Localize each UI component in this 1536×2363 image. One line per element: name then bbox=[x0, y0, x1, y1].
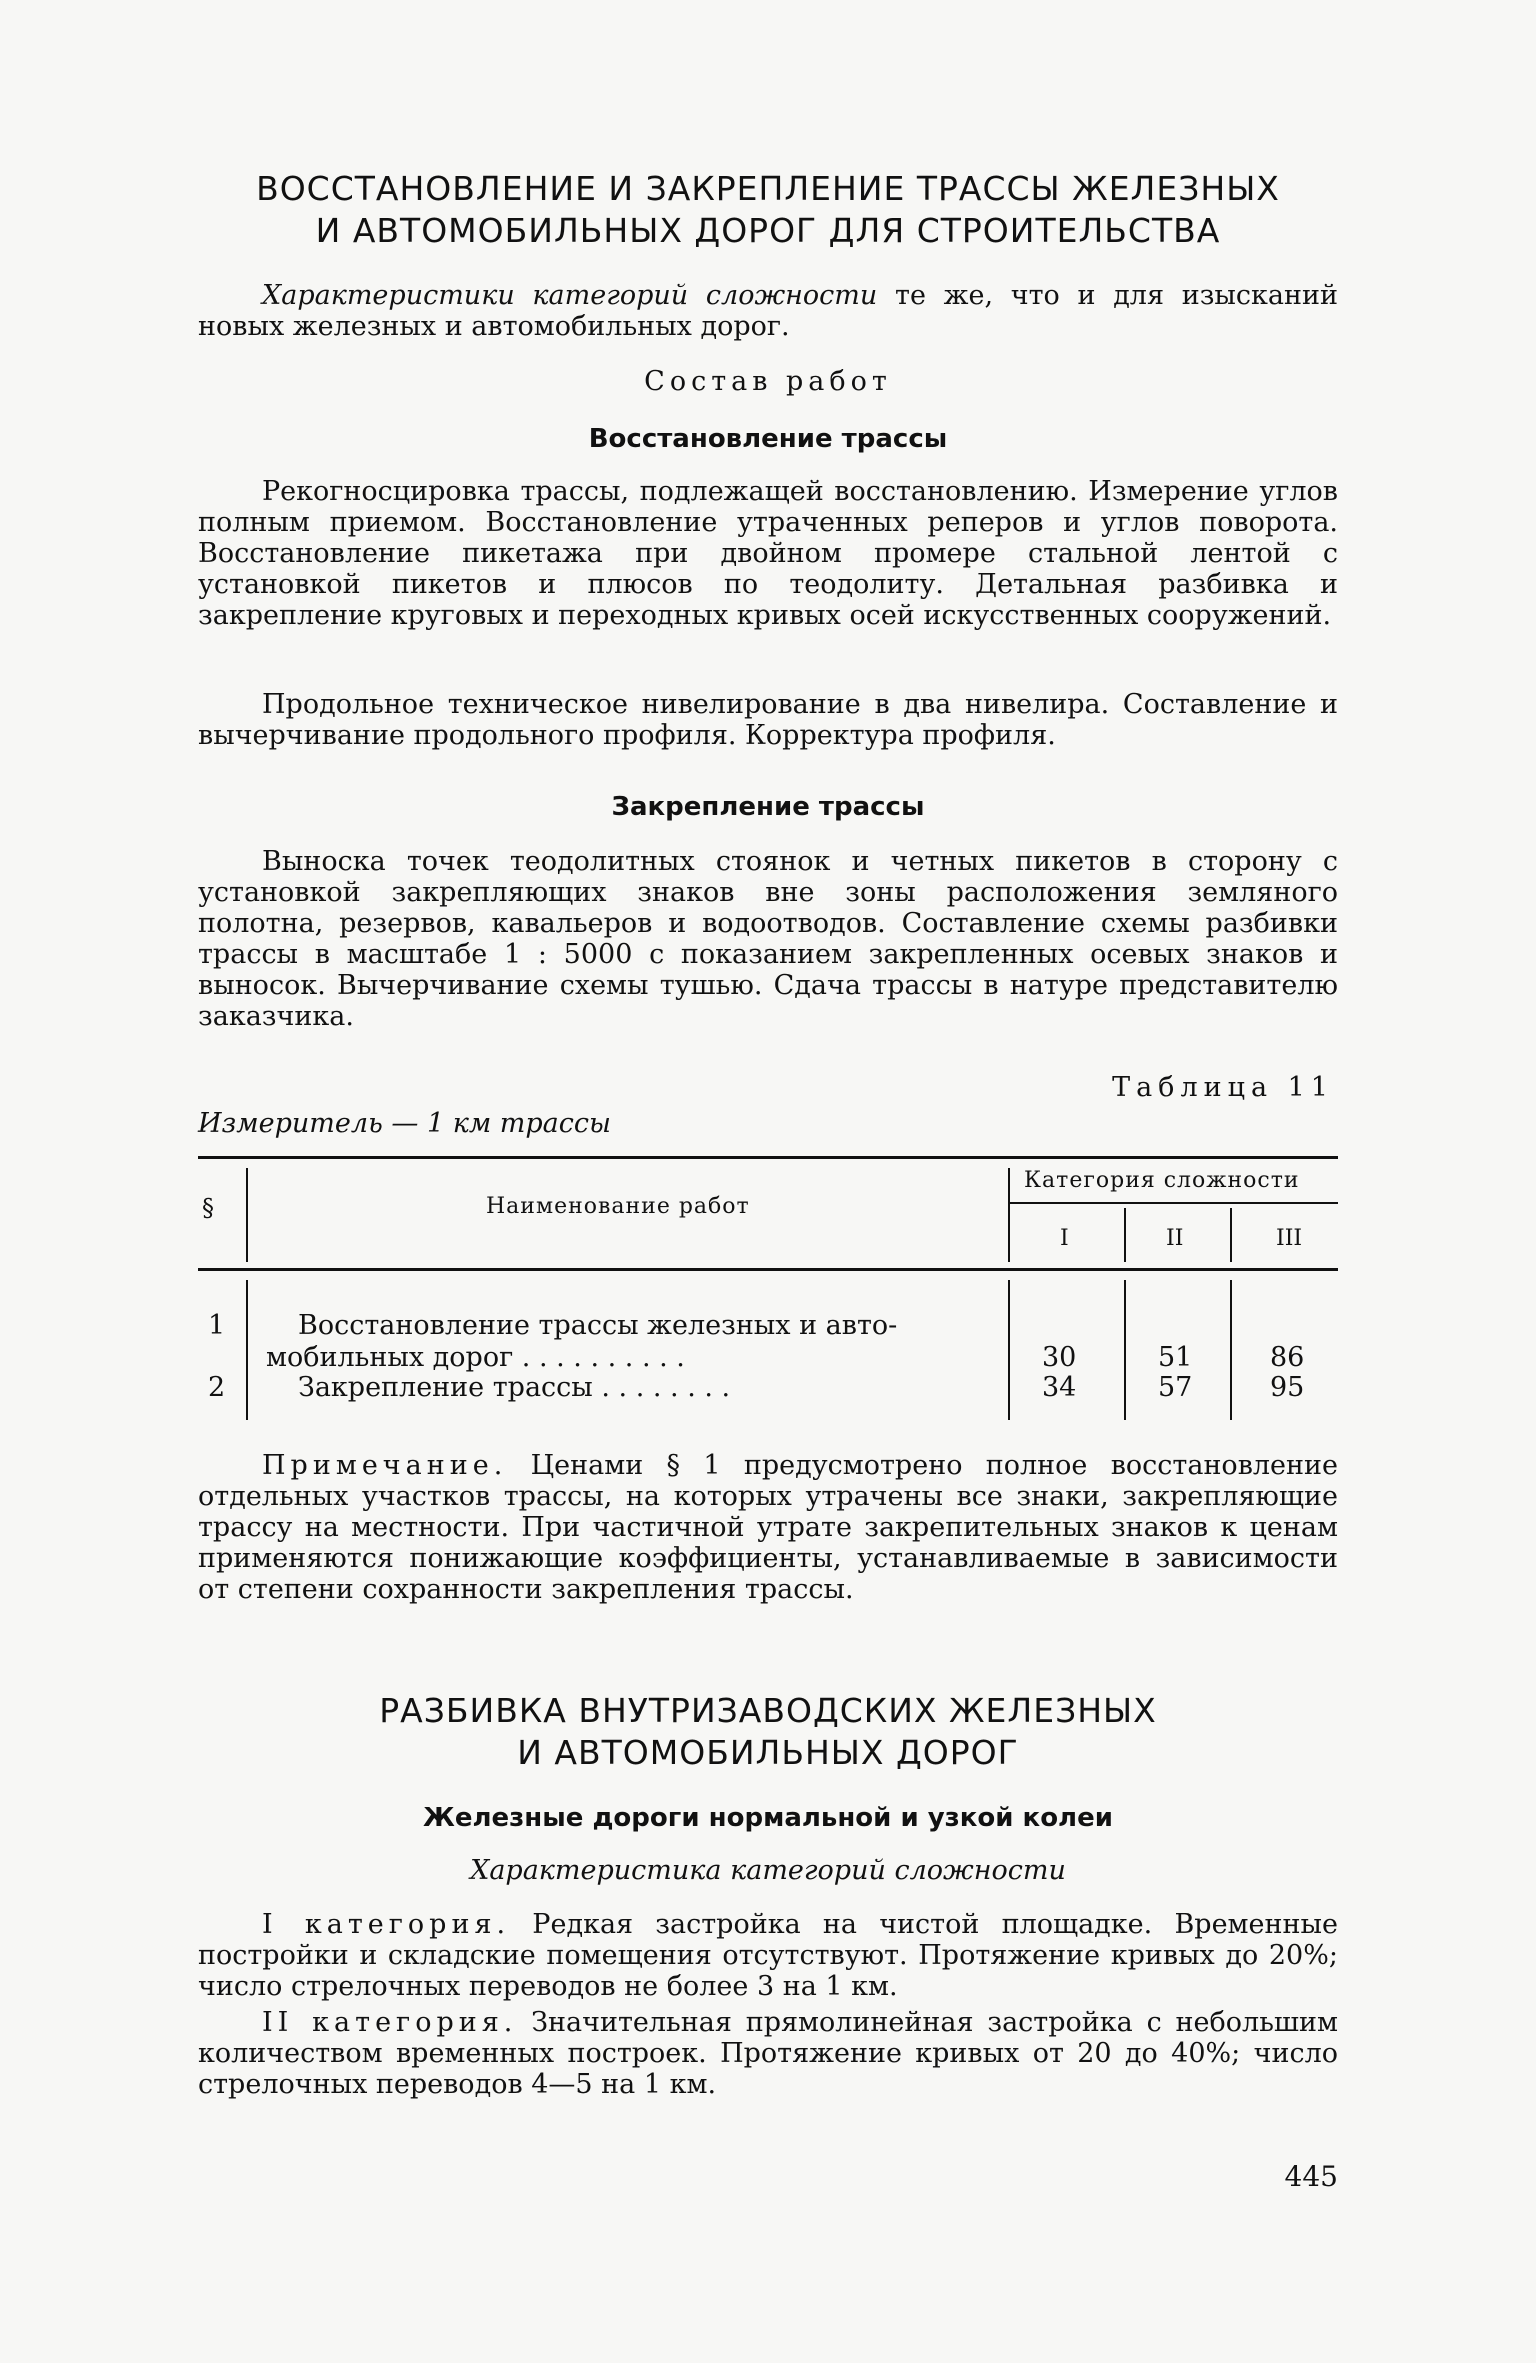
body-divider-1 bbox=[246, 1280, 248, 1420]
header-cat-2: II bbox=[1166, 1226, 1184, 1251]
section-2-title-line-1: РАЗБИВКА ВНУТРИЗАВОДСКИХ ЖЕЛЕЗНЫХ bbox=[379, 1691, 1157, 1730]
table-label: Таблица 11 bbox=[1112, 1072, 1334, 1103]
section-2-title bbox=[198, 1690, 1338, 1774]
body-divider-3 bbox=[1124, 1280, 1126, 1420]
intro-rest: те же, что и для изысканий новых железных и автомобильных дорог. bbox=[198, 280, 1338, 342]
header-bottom-rule bbox=[198, 1268, 1338, 1271]
header-work-name: Наименование работ bbox=[486, 1194, 750, 1219]
subheading-restoration: Восстановление трассы bbox=[588, 424, 948, 454]
fixing-paragraph: Выноска точек теодолитных стоянок и четных пикетов в сторону с установкой закрепляющих знаков вне зоны расположения земляного полотна, резервов, кавальеров и водоотводов. Составление схемы разбивки трассы в масштабе 1 : 5000 с показанием закрепленных осевых знаков и выносок. Вычерчивание схемы тушью. Сдача трассы в натуре представителю заказчика. bbox=[198, 846, 1338, 1032]
category-2-text: Значительная прямолинейная застройка с небольшим количеством временных построек. Протяжение кривых от 20 до 40%; число стрелочных переводов 4—5 на 1 км. bbox=[198, 2007, 1338, 2100]
row-1-value-cat-3: 86 bbox=[1270, 1342, 1305, 1373]
note-paragraph bbox=[198, 1450, 1338, 1605]
row-1-number: 1 bbox=[208, 1310, 226, 1341]
header-cat-3: III bbox=[1276, 1226, 1303, 1251]
row-2-name: Закрепление трассы . . . . . . . . bbox=[298, 1372, 731, 1403]
subheading-fixing: Закрепление трассы bbox=[611, 792, 925, 822]
section-2-title-line-2: И АВТОМОБИЛЬНЫХ ДОРОГ bbox=[517, 1733, 1019, 1772]
body-divider-2 bbox=[1008, 1280, 1010, 1420]
header-divider-1 bbox=[246, 1168, 248, 1262]
header-divider-4 bbox=[1230, 1208, 1232, 1262]
row-2-value-cat-1: 34 bbox=[1042, 1372, 1077, 1403]
restoration-paragraph-2: Продольное техническое нивелирование в два нивелира. Составление и вычерчивание продольного профиля. Корректура профиля. bbox=[198, 689, 1338, 751]
body-divider-4 bbox=[1230, 1280, 1232, 1420]
header-section-sign: § bbox=[202, 1194, 214, 1222]
restoration-paragraph-1: Рекогносцировка трассы, подлежащей восстановлению. Измерение углов полным приемом. Восстановление утраченных реперов и углов поворота. Восстановление пикетажа при двойном промере стальной лентой с установкой пикетов и плюсов по теодолиту. Детальная разбивка и закрепление круговых и переходных кривых осей искусственных сооружений. bbox=[198, 476, 1338, 631]
table-top-rule bbox=[198, 1156, 1338, 1159]
category-1-label: I категория. bbox=[262, 1909, 511, 1940]
row-1-name-line-2: мобильных дорог . . . . . . . . . . bbox=[266, 1342, 685, 1373]
row-1-value-cat-2: 51 bbox=[1158, 1342, 1193, 1373]
categories-heading: Характеристика категорий сложности bbox=[470, 1855, 1066, 1886]
page-number: 445 bbox=[1284, 2160, 1338, 2193]
row-1-name-line-1: Восстановление трассы железных и авто- bbox=[298, 1310, 898, 1341]
category-1-paragraph bbox=[198, 1909, 1338, 2002]
row-1-value-cat-1: 30 bbox=[1042, 1342, 1077, 1373]
header-cat-1: I bbox=[1060, 1226, 1069, 1251]
intro-italic: Характеристики категорий сложности bbox=[262, 280, 878, 311]
section-title bbox=[198, 168, 1338, 252]
railways-heading: Железные дороги нормальной и узкой колеи bbox=[423, 1803, 1113, 1833]
composition-heading: Состав работ bbox=[644, 366, 892, 397]
header-category: Категория сложности bbox=[1024, 1168, 1300, 1193]
row-2-number: 2 bbox=[208, 1372, 226, 1403]
row-2-value-cat-3: 95 bbox=[1270, 1372, 1305, 1403]
category-2-paragraph bbox=[198, 2007, 1338, 2100]
note-label: Примечание. bbox=[262, 1450, 508, 1481]
section-title-line-2: И АВТОМОБИЛЬНЫХ ДОРОГ ДЛЯ СТРОИТЕЛЬСТВА bbox=[315, 211, 1221, 250]
category-1-text: Редкая застройка на чистой площадке. Временные постройки и складские помещения отсутствуют. Протяжение кривых до 20%; число стрелочных переводов не более 3 на 1 км. bbox=[198, 1909, 1338, 2002]
row-2-value-cat-2: 57 bbox=[1158, 1372, 1193, 1403]
category-under-rule bbox=[1010, 1202, 1338, 1204]
intro-paragraph bbox=[198, 280, 1338, 342]
header-divider-3 bbox=[1124, 1208, 1126, 1262]
note-text: Ценами § 1 предусмотрено полное восстановление отдельных участков трассы, на которых утрачены все знаки, закрепляющие трассу на местности. При частичной утрате закрепительных знаков к ценам применяются понижающие коэффициенты, устанавливаемые в зависимости от степени сохранности закрепления трассы. bbox=[198, 1450, 1338, 1605]
table-11 bbox=[198, 1070, 1338, 1420]
table-unit: Измеритель — 1 км трассы bbox=[198, 1108, 612, 1139]
category-2-label: II категория. bbox=[262, 2007, 518, 2038]
section-title-line-1: ВОССТАНОВЛЕНИЕ И ЗАКРЕПЛЕНИЕ ТРАССЫ ЖЕЛЕЗНЫХ bbox=[256, 169, 1280, 208]
header-divider-2 bbox=[1008, 1168, 1010, 1262]
